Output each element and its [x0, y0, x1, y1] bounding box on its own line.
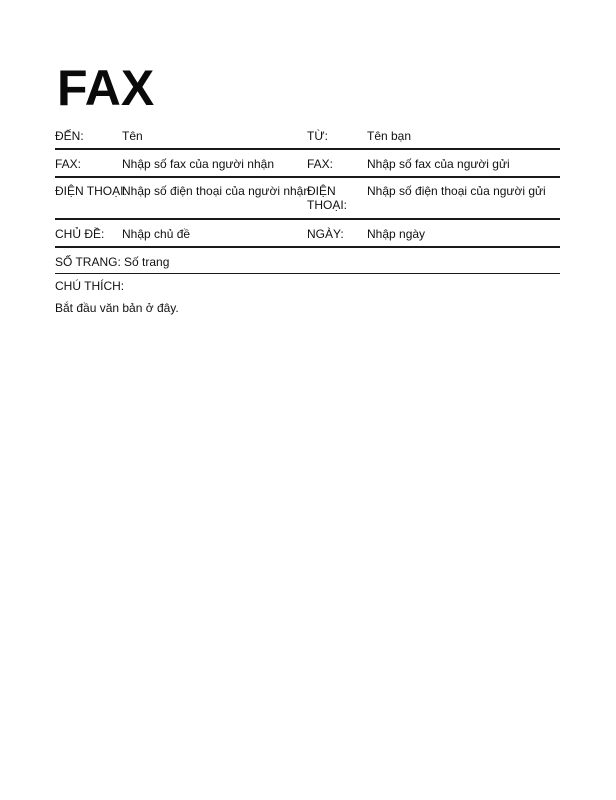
sender-fax-label: FAX:	[307, 157, 334, 171]
page-title: FAX	[57, 60, 155, 116]
sender-fax-field[interactable]: Nhập số fax của người gửi	[367, 157, 510, 171]
sender-name-field[interactable]: Tên bạn	[367, 129, 412, 143]
notes-body-text[interactable]: Bắt đầu văn bản ở đây.	[55, 301, 179, 315]
to-label: ĐẾN:	[55, 129, 84, 143]
sender-phone-field[interactable]: Nhập số điện thoại của người gửi	[367, 184, 546, 198]
page-count-row	[55, 248, 560, 274]
recipient-phone-label: ĐIỆN THOẠI:	[55, 184, 127, 198]
fax-number-row	[55, 150, 560, 178]
phone-row	[55, 178, 560, 220]
page-count-field[interactable]: Số trang	[124, 255, 170, 269]
recipient-fax-field[interactable]: Nhập số fax của người nhận	[122, 157, 274, 171]
subject-date-row	[55, 220, 560, 248]
from-label: TỪ:	[307, 129, 328, 143]
subject-label: CHỦ ĐỀ:	[55, 227, 105, 241]
date-label: NGÀY:	[307, 227, 344, 241]
date-field[interactable]: Nhập ngày	[367, 227, 426, 241]
page-count-label: SỐ TRANG:	[55, 255, 121, 269]
recipient-fax-label: FAX:	[55, 157, 82, 171]
to-from-row	[55, 122, 560, 150]
sender-phone-label: ĐIỆN THOẠI:	[307, 184, 348, 212]
recipient-name-field[interactable]: Tên	[122, 129, 143, 143]
subject-field[interactable]: Nhập chủ đề	[122, 227, 191, 241]
recipient-phone-field[interactable]: Nhập số điện thoại của người nhận	[122, 184, 311, 198]
fax-info-table	[55, 122, 560, 274]
notes-label: CHÚ THÍCH:	[55, 279, 125, 293]
